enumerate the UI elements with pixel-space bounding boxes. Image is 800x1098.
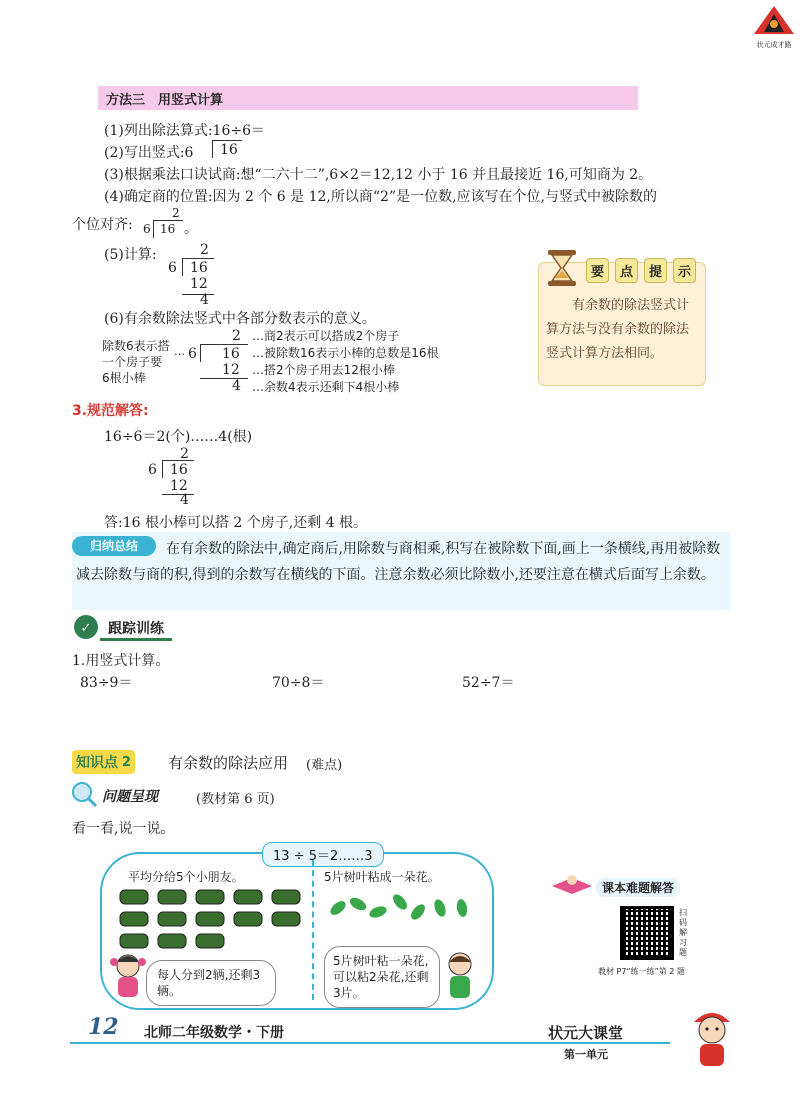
kp2-badge-num: 2 bbox=[122, 754, 132, 770]
footer-book: 北师二年级数学・下册 bbox=[144, 1025, 284, 1041]
annot-right bbox=[252, 328, 439, 396]
brand-logo bbox=[752, 4, 796, 48]
annot-left-line: 一个房子要 bbox=[102, 355, 163, 369]
answer-dividend: 16 bbox=[170, 462, 188, 478]
logo-caption: 状元成才路 bbox=[756, 41, 792, 49]
step-1: (1)列出除法算式:16÷6＝ bbox=[104, 123, 265, 139]
step6-divisor: 6 bbox=[188, 346, 197, 362]
annot-right-line: …余数4表示还剩下4根小棒 bbox=[252, 380, 400, 394]
annot-left-line: 除数6表示搭 bbox=[102, 339, 170, 353]
answer-product: 12 bbox=[170, 478, 188, 494]
step5-divisor: 6 bbox=[168, 260, 177, 276]
look-say: 看一看,说一说。 bbox=[72, 821, 175, 837]
practice-label: 跟踪训练 bbox=[100, 618, 172, 641]
step5-dividend: 16 bbox=[190, 260, 208, 276]
answer-remainder: 4 bbox=[180, 492, 189, 508]
step4-period: 。 bbox=[184, 221, 198, 237]
footer-page: 12 bbox=[88, 1014, 119, 1040]
left-speech: 每人分到2辆,还剩3辆。 bbox=[146, 960, 276, 1006]
exercise-1: 83÷9＝ bbox=[80, 675, 133, 691]
step5-product: 12 bbox=[190, 276, 208, 292]
qr-caption: 教材 P7“练一练”第 2 题 bbox=[598, 967, 685, 976]
exercise-3: 52÷7＝ bbox=[462, 675, 515, 691]
tip-title bbox=[586, 258, 696, 283]
step-2: (2)写出竖式:6 bbox=[104, 145, 194, 161]
kp2-badge-text: 知识点 bbox=[76, 755, 118, 771]
annot-left-line: 6根小棒 bbox=[102, 371, 146, 385]
method3-heading: 方法三 用竖式计算 bbox=[106, 93, 224, 108]
problem-note: (教材第 6 页) bbox=[196, 792, 275, 807]
leaves bbox=[326, 888, 476, 928]
annot-right-line: …被除数16表示小棒的总数是16根 bbox=[252, 346, 439, 360]
tip-title-char: 提 bbox=[644, 258, 667, 283]
flame-triangle-icon bbox=[752, 4, 796, 36]
answer-equation: 16÷6＝2(个)……4(根) bbox=[104, 429, 253, 445]
step-3: (3)根据乘法口诀试商:想“二六十二”,6×2＝12,12 小于 16 并且最接近 16,可知商为 2。 bbox=[104, 167, 653, 183]
summary-label: 归纳总结 bbox=[72, 536, 156, 556]
step5-quotient: 2 bbox=[200, 242, 209, 258]
right-caption: 5片树叶粘成一朵花。 bbox=[324, 870, 440, 884]
exercise-2: 70÷8＝ bbox=[272, 675, 325, 691]
step4-divisor: 6 bbox=[143, 222, 151, 236]
right-speech: 5片树叶粘一朵花,可以粘2朵花,还剩3片。 bbox=[324, 946, 440, 1008]
annot-left bbox=[102, 338, 170, 386]
hourglass-icon bbox=[542, 248, 582, 288]
answer-conclusion: 答:16 根小棒可以搭 2 个房子,还剩 4 根。 bbox=[104, 515, 368, 531]
toy-cars bbox=[116, 886, 308, 952]
qr-title: 课本难题解答 bbox=[596, 878, 680, 897]
step-4-cont: 个位对齐: bbox=[72, 217, 133, 233]
step-5: (5)计算: bbox=[104, 247, 157, 263]
step5-rule bbox=[182, 294, 214, 295]
left-caption: 平均分给5个小朋友。 bbox=[128, 870, 244, 884]
kp2-title: 有余数的除法应用 bbox=[168, 754, 289, 772]
tip-text: 有余数的除法竖式计算方法与没有余数的除法竖式计算方法相同。 bbox=[546, 298, 690, 361]
step-6: (6)有余数除法竖式中各部分数表示的意义。 bbox=[104, 311, 376, 327]
reading-girl-icon bbox=[548, 872, 596, 900]
answer-divisor: 6 bbox=[148, 462, 157, 478]
illustration-divider bbox=[312, 860, 314, 1000]
mascot-boy bbox=[684, 1004, 740, 1068]
annot-right-line: …商2表示可以搭成2个房子 bbox=[252, 329, 400, 343]
step5-remainder: 4 bbox=[200, 292, 209, 308]
footer-unit: 第一单元 bbox=[564, 1048, 608, 1061]
kp2-note: (难点) bbox=[306, 758, 343, 773]
tip-title-char: 要 bbox=[586, 258, 609, 283]
annot-right-line: …搭2个房子用去12根小棒 bbox=[252, 363, 395, 377]
step6-quotient: 2 bbox=[232, 328, 241, 344]
tip-title-char: 点 bbox=[615, 258, 638, 283]
qr-side-text: 扫码解习题 bbox=[679, 908, 687, 957]
step-4: (4)确定商的位置:因为 2 个 6 是 12,所以商“2”是一位数,应该写在个位,与竖式中被除数的 bbox=[104, 189, 657, 205]
step4-quotient: 2 bbox=[172, 206, 180, 220]
step6-remainder: 4 bbox=[232, 378, 241, 394]
answer-rule bbox=[162, 494, 194, 495]
thumbs-up-icon bbox=[72, 614, 100, 640]
girl-figure bbox=[108, 952, 148, 1002]
answer-quotient: 2 bbox=[180, 446, 189, 462]
qr-code bbox=[620, 906, 674, 960]
annot-dots: … bbox=[174, 345, 185, 358]
footer-brand: 状元大课堂 bbox=[548, 1024, 624, 1042]
answer-label: 3.规范解答: bbox=[72, 403, 149, 419]
step2-dividend: 16 bbox=[220, 142, 238, 158]
kp2-badge bbox=[72, 750, 135, 774]
illustration-equation: 13 ÷ 5＝2……3 bbox=[262, 842, 384, 867]
magnifier-icon bbox=[70, 780, 98, 808]
practice-q1: 1.用竖式计算。 bbox=[72, 653, 170, 669]
summary-text: 在有余数的除法中,确定商后,用除数与商相乘,积写在被除数下面,画上一条横线,再用被除数减去除数与商的积,得到的余数写在横线的下面。注意余数必须比除数小,还要注意在横式后面写上余数。 bbox=[76, 541, 721, 583]
problem-label: 问题呈现 bbox=[102, 789, 158, 805]
svg-text:✓: ✓ bbox=[80, 621, 92, 636]
step4-dividend: 16 bbox=[160, 222, 176, 236]
step6-product: 12 bbox=[222, 362, 240, 378]
step6-dividend: 16 bbox=[222, 346, 240, 362]
tip-title-char: 示 bbox=[673, 258, 696, 283]
boy-figure bbox=[440, 950, 480, 1002]
